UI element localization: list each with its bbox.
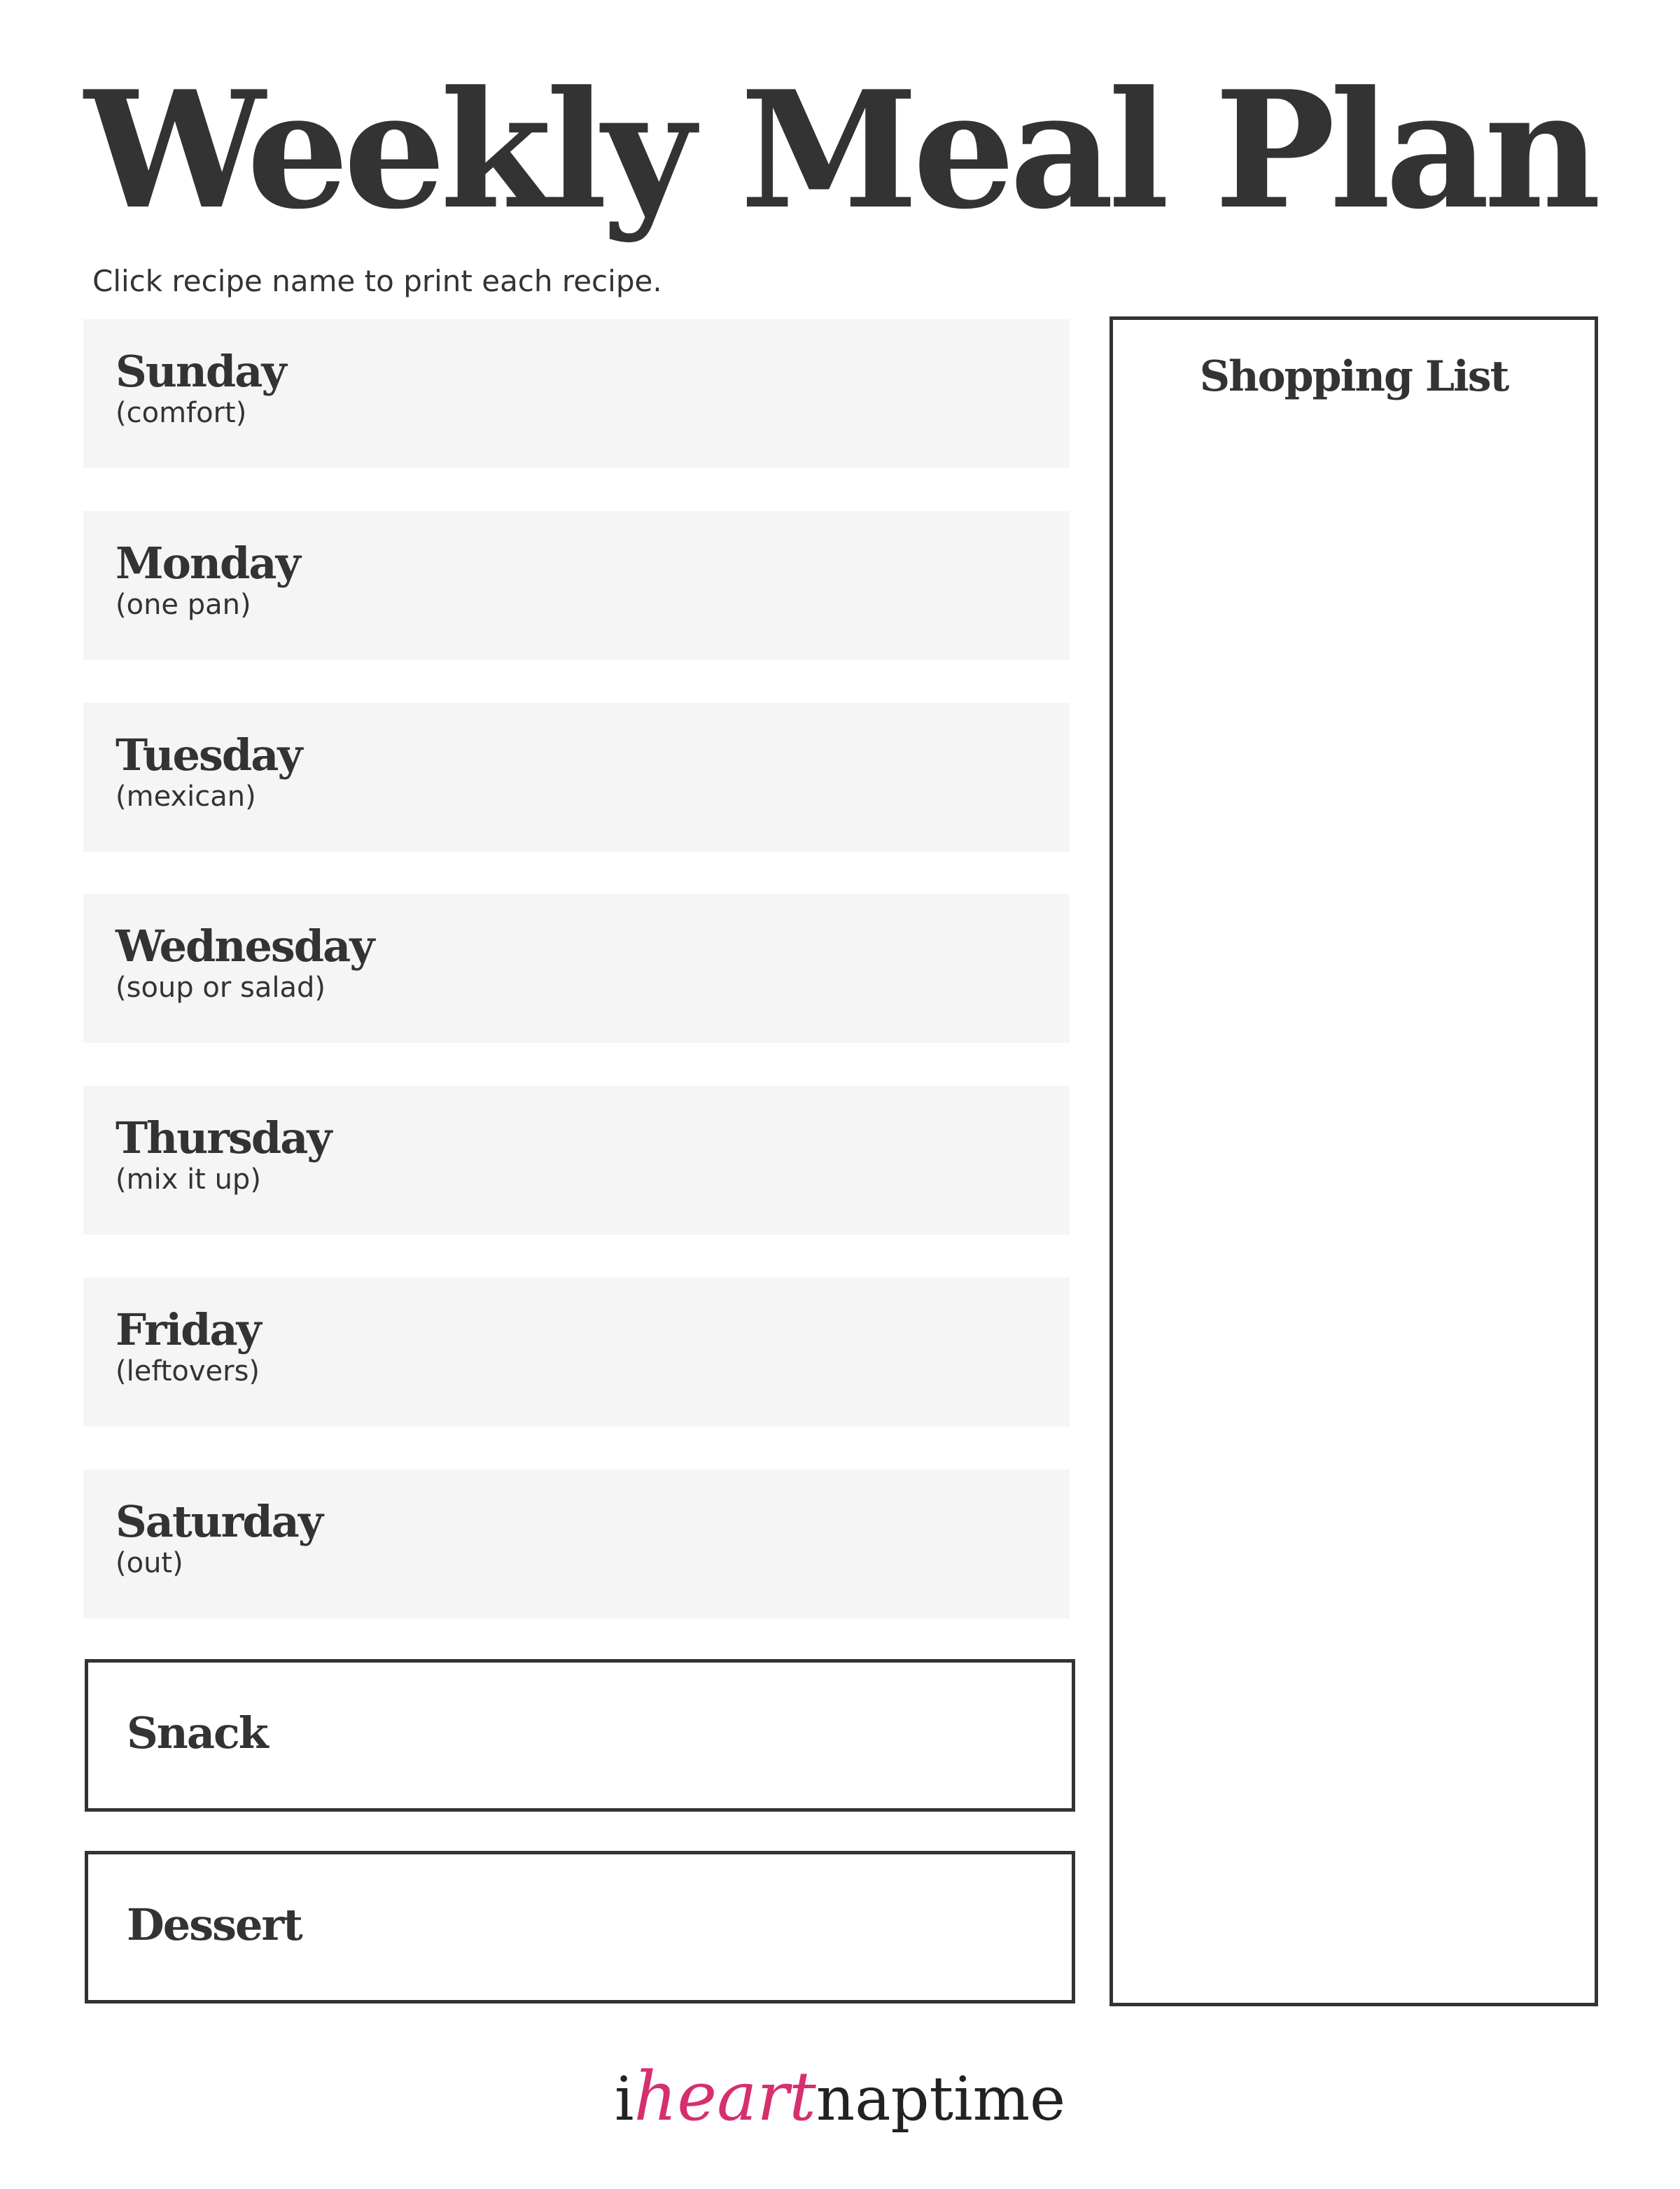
day-panel-friday[interactable] <box>83 1278 1070 1427</box>
day-theme: (mix it up) <box>115 1163 261 1196</box>
day-theme: (comfort) <box>115 397 247 429</box>
day-panel-thursday[interactable] <box>83 1086 1070 1235</box>
snack-label: Snack <box>127 1707 267 1758</box>
logo-prefix: i <box>614 2064 634 2134</box>
day-name: Tuesday <box>115 729 302 781</box>
day-panel-sunday[interactable] <box>83 319 1070 468</box>
day-name: Wednesday <box>115 921 374 972</box>
day-theme: (leftovers) <box>115 1355 260 1387</box>
day-name: Friday <box>115 1304 260 1355</box>
day-theme: (soup or salad) <box>115 972 326 1004</box>
dessert-box[interactable] <box>85 1851 1075 2003</box>
day-name: Monday <box>115 538 300 589</box>
day-panel-monday[interactable] <box>83 511 1070 660</box>
day-name: Saturday <box>115 1496 322 1547</box>
day-name: Sunday <box>115 346 286 397</box>
logo-accent: heart <box>634 2057 816 2136</box>
shopping-list-title: Shopping List <box>1199 352 1508 401</box>
page-title: Weekly Meal Plan <box>84 56 1596 245</box>
day-panel-saturday[interactable] <box>83 1469 1070 1618</box>
snack-box[interactable] <box>85 1659 1075 1812</box>
day-name: Thursday <box>115 1112 331 1163</box>
day-theme: (out) <box>115 1547 183 1579</box>
logo-suffix: naptime <box>816 2064 1066 2134</box>
day-panel-tuesday[interactable] <box>83 703 1070 852</box>
instruction-text: Click recipe name to print each recipe. <box>92 264 662 298</box>
day-theme: (one pan) <box>115 589 251 621</box>
day-theme: (mexican) <box>115 781 256 813</box>
dessert-label: Dessert <box>127 1899 302 1950</box>
shopping-list-box[interactable] <box>1110 316 1598 2006</box>
brand-logo <box>0 2055 1680 2141</box>
day-panel-wednesday[interactable] <box>83 894 1070 1043</box>
